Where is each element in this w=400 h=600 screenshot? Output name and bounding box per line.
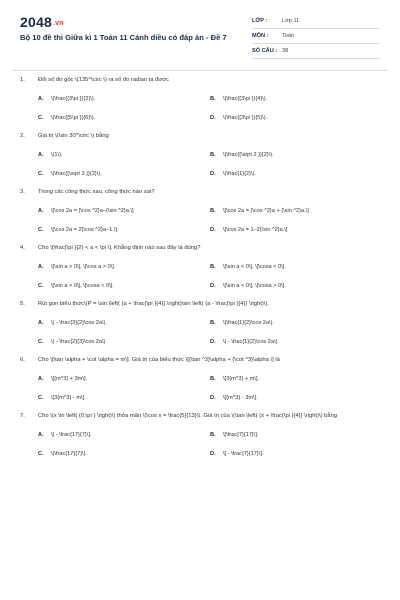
meta-value: Lớp 11 — [282, 18, 300, 24]
option-letter: B. — [210, 96, 216, 102]
question-text: Rút gọn biểu thức\(P = \sin \left( {a + \frac{\pi }{4}} \right)\sin \left( {a - \frac{\pi }{4}} \right)\). — [38, 301, 269, 307]
option-text: \[\cos 2a = 2{\cos ^2}a–1.\] — [51, 227, 117, 233]
question-header — [20, 244, 382, 253]
answer-option[interactable] — [38, 282, 210, 290]
question-text: Đổi số đo góc \(135^\circ \) ra số đo radian ta được — [38, 77, 169, 83]
option-letter: C. — [38, 115, 44, 121]
option-text: \(\frac{1}{2}\cos 2a\). — [223, 320, 274, 326]
option-letter: B. — [210, 376, 216, 382]
question-item — [20, 132, 382, 178]
option-text: \(\frac{{\sqrt 2 }}{2}\). — [223, 152, 274, 158]
option-text: \[\sin a > 0\], \[\cos a > 0\]. — [51, 264, 116, 270]
answer-option[interactable] — [210, 170, 382, 178]
question-item — [20, 412, 382, 458]
question-header — [20, 76, 382, 85]
question-item — [20, 300, 382, 346]
answer-option[interactable] — [38, 319, 210, 327]
answer-options — [20, 319, 382, 346]
answer-option[interactable] — [38, 394, 210, 402]
option-letter: B. — [210, 152, 216, 158]
option-text: \(\frac{17}{7}\). — [51, 451, 88, 457]
header-divider — [12, 70, 388, 71]
option-letter: C. — [38, 171, 44, 177]
answer-options — [20, 95, 382, 122]
question-item — [20, 356, 382, 402]
answer-options — [20, 263, 382, 290]
option-letter: D. — [210, 395, 216, 401]
option-text: \(\frac{{\sqrt 3 }}{2}\). — [51, 171, 102, 177]
answer-option[interactable] — [38, 375, 210, 383]
question-text: Trong các công thức sau, công thức nào sai? — [38, 189, 155, 195]
answer-option[interactable] — [38, 226, 210, 234]
question-number: 1. — [20, 77, 25, 83]
answer-option[interactable] — [38, 170, 210, 178]
question-text: Giá trị \(\sin 30^\circ \) bằng — [38, 133, 109, 139]
meta-key: MÔN : — [252, 33, 269, 39]
answer-option[interactable] — [210, 450, 382, 458]
option-text: \[\cos 2a = {\cos ^2}a + {\sin ^2}a.\] — [223, 208, 309, 214]
meta-key: LỚP : — [252, 18, 268, 24]
answer-option[interactable] — [38, 338, 210, 346]
option-letter: D. — [210, 451, 216, 457]
option-letter: D. — [210, 283, 216, 289]
option-letter: D. — [210, 115, 216, 121]
option-text: \[\sin a < 0\], \[\cosa > 0\]. — [223, 283, 286, 289]
option-text: \[\cos 2a = 1–2{\sin ^2}a.\] — [223, 227, 288, 233]
option-letter: A. — [38, 152, 44, 158]
answer-options — [20, 207, 382, 234]
option-text: \[ - \frac{7}{17}\]. — [223, 451, 264, 457]
meta-value: 38 — [282, 48, 289, 54]
logo-text: 2048 — [20, 14, 52, 30]
answer-option[interactable] — [210, 114, 382, 122]
answer-option[interactable] — [38, 450, 210, 458]
question-number: 2. — [20, 133, 25, 139]
answer-option[interactable] — [210, 431, 382, 439]
answer-option[interactable] — [210, 319, 382, 327]
option-text: \[\cos 2a = {\cos ^2}a–{\sin ^2}a.\] — [51, 208, 134, 214]
logo-suffix: .vn — [52, 20, 64, 27]
question-number: 5. — [20, 301, 25, 307]
option-text: \( - \frac{3}{2}\cos 2a\). — [51, 320, 107, 326]
option-letter: D. — [210, 227, 216, 233]
exam-meta — [252, 14, 380, 59]
option-text: \(1\). — [51, 152, 63, 158]
meta-class — [252, 14, 380, 29]
option-text: \[{m^3} - 3m\]. — [223, 395, 258, 401]
answer-option[interactable] — [210, 375, 382, 383]
option-text: \(\frac{1}{2}\). — [223, 171, 256, 177]
meta-subject — [252, 29, 380, 44]
question-number: 7. — [20, 413, 25, 419]
question-number: 3. — [20, 189, 25, 195]
option-text: \(\frac{{3\pi }}{2}\). — [51, 96, 96, 102]
option-letter: C. — [38, 339, 44, 345]
meta-value: Toán — [282, 33, 295, 39]
question-list — [20, 76, 382, 468]
answer-option[interactable] — [210, 207, 382, 215]
answer-option[interactable] — [38, 151, 210, 159]
option-text: \[\sin a > 0\], \[\cosa < 0\]. — [51, 283, 114, 289]
option-letter: A. — [38, 376, 44, 382]
question-item — [20, 76, 382, 122]
answer-option[interactable] — [210, 263, 382, 271]
option-letter: A. — [38, 96, 44, 102]
meta-key: SỐ CÂU : — [252, 48, 278, 54]
option-letter: C. — [38, 451, 44, 457]
option-letter: C. — [38, 283, 44, 289]
answer-option[interactable] — [210, 282, 382, 290]
option-text: \[ - \frac{17}{7}\]. — [51, 432, 92, 438]
answer-option[interactable] — [210, 338, 382, 346]
answer-option[interactable] — [210, 226, 382, 234]
option-letter: C. — [38, 395, 44, 401]
question-text: Cho \[\tan \alpha + \cot \alpha = m\]. Giá trị của biểu thức \[{\tan ^3}\alpha + {\cot ^3}\alpha \] là — [38, 357, 280, 363]
option-text: \(\frac{{3\pi }}{4}\). — [223, 96, 268, 102]
answer-option[interactable] — [38, 207, 210, 215]
option-text: \(\frac{{5\pi }}{6}\). — [51, 115, 96, 121]
question-item — [20, 244, 382, 290]
option-letter: B. — [210, 208, 216, 214]
option-letter: A. — [38, 264, 44, 270]
question-header — [20, 132, 382, 141]
question-header — [20, 188, 382, 197]
question-header — [20, 412, 382, 421]
answer-option[interactable] — [38, 114, 210, 122]
option-letter: B. — [210, 432, 216, 438]
question-number: 6. — [20, 357, 25, 363]
option-text: \[3{m^3} - m\]. — [51, 395, 86, 401]
site-logo[interactable] — [20, 14, 64, 30]
answer-option[interactable] — [38, 431, 210, 439]
option-text: \[\frac{7}{17}\]. — [223, 432, 259, 438]
option-text: \(\frac{{3\pi }}{5}\). — [223, 115, 268, 121]
answer-options — [20, 151, 382, 178]
option-text: \( - \frac{2}{3}\cos 2a\). — [51, 339, 107, 345]
document-title: Bộ 10 đề thi Giữa kì 1 Toán 11 Cánh diều có đáp án - Đề 7 — [20, 33, 227, 42]
question-text: Cho \(x \in \left( {0;\pi } \right)\) thỏa mãn \(\cos x = \frac{5}{13}\). Giá trị của \(\tan \left( {x + \frac{\pi }{4}} \right)\) bằng — [38, 413, 338, 419]
option-letter: D. — [210, 171, 216, 177]
question-header — [20, 300, 382, 309]
option-letter: A. — [38, 208, 44, 214]
option-letter: A. — [38, 320, 44, 326]
answer-option[interactable] — [210, 95, 382, 103]
question-item — [20, 188, 382, 234]
question-number: 4. — [20, 245, 25, 251]
question-header — [20, 356, 382, 365]
option-letter: B. — [210, 264, 216, 270]
answer-options — [20, 375, 382, 402]
option-letter: C. — [38, 227, 44, 233]
meta-question-count — [252, 44, 380, 59]
option-text: \[\sin a < 0\], \[\cosa < 0\]. — [223, 264, 286, 270]
answer-option[interactable] — [38, 95, 210, 103]
answer-options — [20, 431, 382, 458]
answer-option[interactable] — [210, 151, 382, 159]
option-letter: D. — [210, 339, 216, 345]
option-text: \[{m^3} + 3m\]. — [51, 376, 88, 382]
option-letter: B. — [210, 320, 216, 326]
option-text: \( - \frac{1}{2}\cos 2a\). — [223, 339, 279, 345]
answer-option[interactable] — [210, 394, 382, 402]
answer-option[interactable] — [38, 263, 210, 271]
option-letter: A. — [38, 432, 44, 438]
question-text: Cho \[\frac{\pi }{2} < a < \pi \]. Khẳng định nào sau đây là đúng? — [38, 245, 201, 251]
option-text: \[3{m^3} + m\]. — [223, 376, 260, 382]
